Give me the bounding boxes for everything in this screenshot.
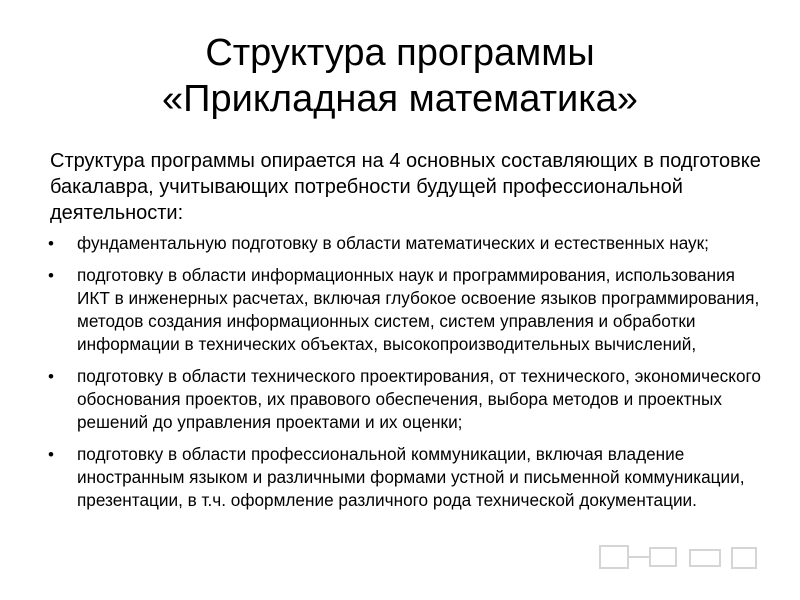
watermark-logo-icon <box>580 528 770 592</box>
bullet-dot: • <box>48 234 54 253</box>
bullet-text: подготовку в области технического проектирования, от технического, экономического обоснования проектов, их правового обеспечения, выбора методов и проектных решений до управления проектами и их оценки; <box>77 366 761 432</box>
bullet-text: фундаментальную подготовку в области математических и естественных наук; <box>77 233 709 253</box>
bullet-dot: • <box>48 445 54 464</box>
bullet-list <box>48 232 768 521</box>
list-item <box>48 264 768 356</box>
slide-title <box>0 30 800 122</box>
bullet-text: подготовку в области профессиональной коммуникации, включая владение иностранным языком и различными формами устной и письменной коммуникации, презентации, в т.ч. оформление различного рода технической документации. <box>77 444 745 510</box>
bullet-dot: • <box>48 266 54 285</box>
title-line-1: Структура программы <box>205 32 595 74</box>
list-item <box>48 365 768 434</box>
list-item <box>48 232 768 255</box>
list-item <box>48 443 768 512</box>
title-line-2: «Прикладная математика» <box>162 78 638 120</box>
bullet-dot: • <box>48 367 54 386</box>
intro-paragraph: Структура программы опирается на 4 основных составляющих в подготовке бакалавра, учитывающих потребности будущей профессиональной деятельности: <box>50 150 761 224</box>
bullet-text: подготовку в области информационных наук и программирования, использования ИКТ в инженерных расчетах, включая глубокое освоение языков программирования, методов создания информационных систем, систем управления и обработки информации в технических объектах, высокопроизводительных вычислений, <box>77 265 760 354</box>
